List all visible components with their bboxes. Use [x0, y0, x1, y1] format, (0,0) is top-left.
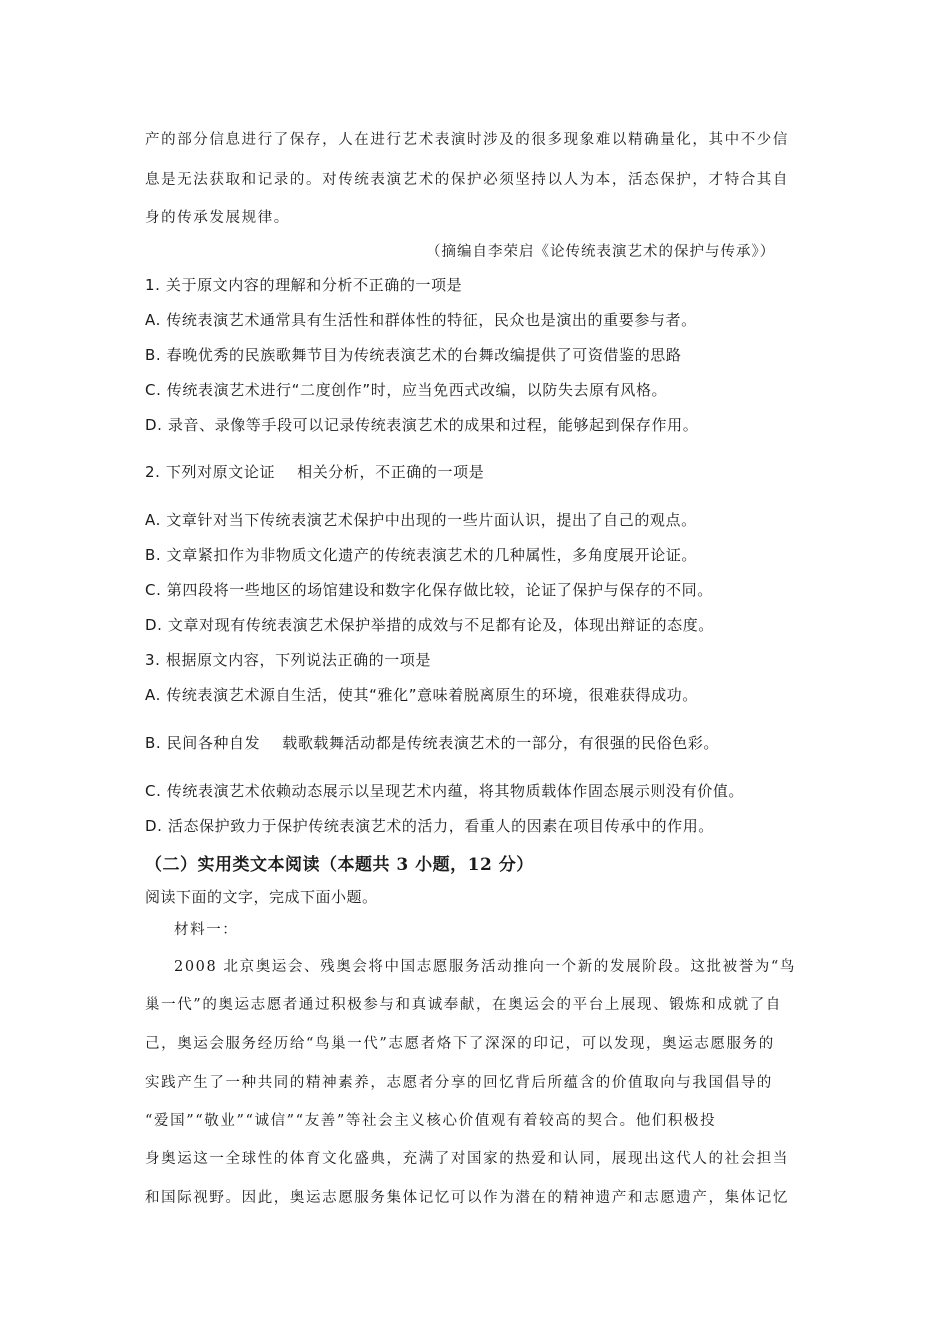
option-c: C. 传统表演艺术进行“二度创作”时，应当免西式改编，以防失去原有风格。: [145, 381, 668, 399]
passage-line: 产的部分信息进行了保存，人在进行艺术表演时涉及的很多现象难以精确量化，其中不少信: [145, 132, 789, 148]
passage-line: 身的传承发展规律。: [145, 210, 290, 226]
material-label: 材料一：: [174, 922, 239, 938]
question-stem: 3. 根据原文内容，下列说法正确的一项是: [145, 651, 432, 669]
option-d: D. 文章对现有传统表演艺术保护举措的成效与不足都有论及，体现出辩证的态度。: [145, 616, 714, 634]
material-line: 2008 北京奥运会、残奥会将中国志愿服务活动推向一个新的发展阶段。这批被誉为“鸟: [174, 959, 797, 975]
option-d: D. 录音、录像等手段可以记录传统表演艺术的成果和过程，能够起到保存作用。: [145, 416, 699, 434]
option-c: C. 第四段将一些地区的场馆建设和数字化保存做比较，论证了保护与保存的不同。: [145, 581, 713, 599]
section-instruction: 阅读下面的文字，完成下面小题。: [145, 888, 378, 906]
material-line: 己，奥运会服务经历给“鸟巢一代”志愿者烙下了深深的印记，可以发现，奥运志愿服务的: [145, 1036, 775, 1052]
option-a: A. 传统表演艺术源自生活，使其“雅化”意味着脱离原生的环境，很难获得成功。: [145, 686, 698, 704]
question-stem-part: 相关分析，不正确的一项是: [297, 463, 485, 481]
option-b: B. 春晚优秀的民族歌舞节目为传统表演艺术的台舞改编提供了可资借鉴的思路: [145, 346, 682, 364]
question-stem: [145, 461, 484, 482]
option-a: A. 传统表演艺术通常具有生活性和群体性的特征，民众也是演出的重要参与者。: [145, 311, 697, 329]
material-line: “爱国”“敬业”“诚信”“友善”等社会主义核心价值观有着较高的契合。他们积极投: [145, 1113, 717, 1129]
material-line: 身奥运这一全球性的体育文化盛典，充满了对国家的热爱和认同，展现出这代人的社会担当: [145, 1151, 789, 1167]
option-b: B. 文章紧扣作为非物质文化遗产的传统表演艺术的几种属性，多角度展开论证。: [145, 546, 698, 564]
material-line: 巢一代”的奥运志愿者通过积极参与和真诚奉献，在奥运会的平台上展现、锻炼和成就了自: [145, 997, 782, 1013]
section-heading: （二）实用类文本阅读（本题共 3 小题，12 分）: [145, 855, 534, 875]
passage-line: 息是无法获取和记录的。对传统表演艺术的保护必须坚持以人为本，活态保护，才特合其自: [145, 172, 789, 188]
option-b: [145, 732, 719, 753]
question-stem-part: 2. 下列对原文论证: [145, 463, 276, 481]
option-d: D. 活态保护致力于保护传统表演艺术的活力，看重人的因素在项目传承中的作用。: [145, 817, 714, 835]
option-a: A. 文章针对当下传统表演艺术保护中出现的一些片面认识，提出了自己的观点。: [145, 511, 697, 529]
option-b-part: B. 民间各种自发: [145, 734, 261, 752]
source-citation: （摘编自李荣启《论传统表演艺术的保护与传承》）: [426, 244, 776, 260]
material-line: 和国际视野。因此，奥运志愿服务集体记忆可以作为潜在的精神遗产和志愿遗产，集体记忆: [145, 1190, 789, 1206]
option-b-part: 载歌载舞活动都是传统表演艺术的一部分，有很强的民俗色彩。: [282, 734, 720, 752]
option-c: C. 传统表演艺术依赖动态展示以呈现艺术内蕴，将其物质载体作固态展示则没有价值。: [145, 782, 745, 800]
material-line: 实践产生了一种共同的精神素养，志愿者分享的回忆背后所蕴含的价值取向与我国倡导的: [145, 1075, 773, 1091]
question-stem: 1. 关于原文内容的理解和分析不正确的一项是: [145, 276, 463, 294]
